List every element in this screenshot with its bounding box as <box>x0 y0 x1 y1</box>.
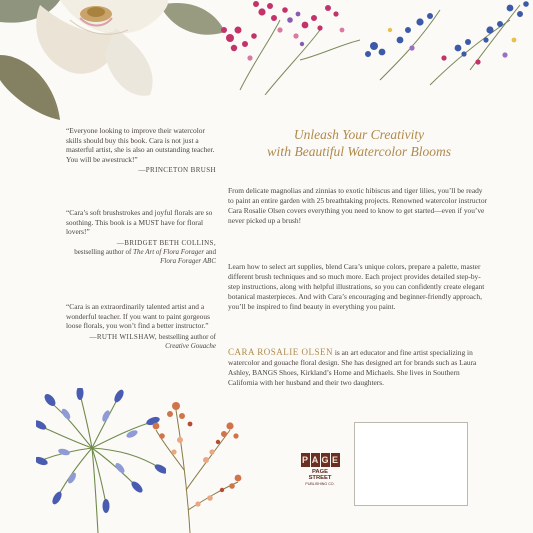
quote-2-book-2: Flora Forager ABC <box>160 256 216 265</box>
agapanthus-illustration <box>36 388 166 533</box>
tagline-line-2 <box>228 143 490 161</box>
quote-3 <box>66 302 216 351</box>
author-bio <box>228 348 490 388</box>
logo-tile-3: G <box>321 455 329 465</box>
pink-wildflowers-illustration <box>210 0 370 95</box>
publisher-subname: PUBLISHING CO. <box>305 481 335 486</box>
publisher-logo-tiles <box>300 453 340 467</box>
tagline-line-2-text: Beautiful Watercolor Blooms <box>291 144 451 159</box>
publisher-logo <box>300 453 340 486</box>
quote-2-book-1: The Art of Flora Forager <box>133 247 205 256</box>
quote-2-role-prefix: bestselling author of <box>74 247 134 256</box>
logo-tile-2: A <box>311 455 319 465</box>
description-paragraph-1 <box>228 186 490 226</box>
author-bio-text: is an art educator and fine artist specializing in watercolor and gouache floral design. She has designed art for brands such as Laura Ashley, BANGS Shoes, Kirkland’s Home and Michaels. She lives in Southern California with her husband and their two daughters. <box>228 348 477 387</box>
quote-3-attribution <box>66 333 216 351</box>
barcode-placeholder <box>354 422 468 506</box>
tagline-line-1: Unleash Your Creativity <box>293 127 425 142</box>
quote-2-text: “Cara’s soft brushstrokes and joyful florals are so soothing. This book is a MUST have for floral lovers!” <box>66 208 213 237</box>
blue-wildflowers-illustration <box>360 0 533 90</box>
quote-1-text: “Everyone looking to improve their watercolor skills should buy this book. Cara is not just a masterful artist, she is also an outstanding teacher. You will be awestruck!” <box>66 126 215 164</box>
tagline-with: with <box>267 145 292 160</box>
quote-3-role: bestselling author of <box>157 332 216 341</box>
magnolia-illustration <box>0 0 230 125</box>
description-paragraph-2 <box>228 262 490 312</box>
logo-tile-1: P <box>301 455 308 465</box>
quote-2-attribution <box>66 239 216 266</box>
description-text-2: Learn how to select art supplies, blend Cara’s unique colors, prepare a palette, master different brush techniques and so much more. Each project provides detailed step-by-step instructions, along with helpful illustrations, so you can confidently create elegant botanical masterpieces. And with Cara’s encouraging and beginner-friendly approach, you’ll be inspired to find beauty in everything you paint. <box>228 262 485 311</box>
tagline <box>228 126 490 161</box>
author-name: CARA ROSALIE OLSEN <box>228 347 334 357</box>
quote-2-author: —BRIDGET BETH COLLINS, <box>116 238 216 247</box>
quote-2 <box>66 208 216 266</box>
logo-tile-4: E <box>331 455 338 465</box>
quote-3-author: —RUTH WILSHAW, <box>89 332 158 341</box>
publisher-name: PAGE STREET <box>308 469 332 482</box>
quote-2-role-and: and <box>204 247 216 256</box>
quote-1-author: —PRINCETON BRUSH <box>138 166 216 175</box>
quote-3-book: Creative Gouache <box>165 341 216 350</box>
quote-1 <box>66 126 216 175</box>
orange-wildflowers-illustration <box>150 390 245 533</box>
description-text-1: From delicate magnolias and zinnias to exotic hibiscus and tiger lilies, you’ll be ready to paint an entire garden with 25 breathtaking projects. Renowned watercolor instructor Cara Rosalie Olsen covers everything you need to know to get started—even if you’ve never picked up a brush! <box>228 186 488 225</box>
quote-3-text: “Cara is an extraordinarily talented artist and a wonderful teacher. If you want to paint gorgeous loose florals, you won’t find a better instructor.” <box>66 302 210 331</box>
